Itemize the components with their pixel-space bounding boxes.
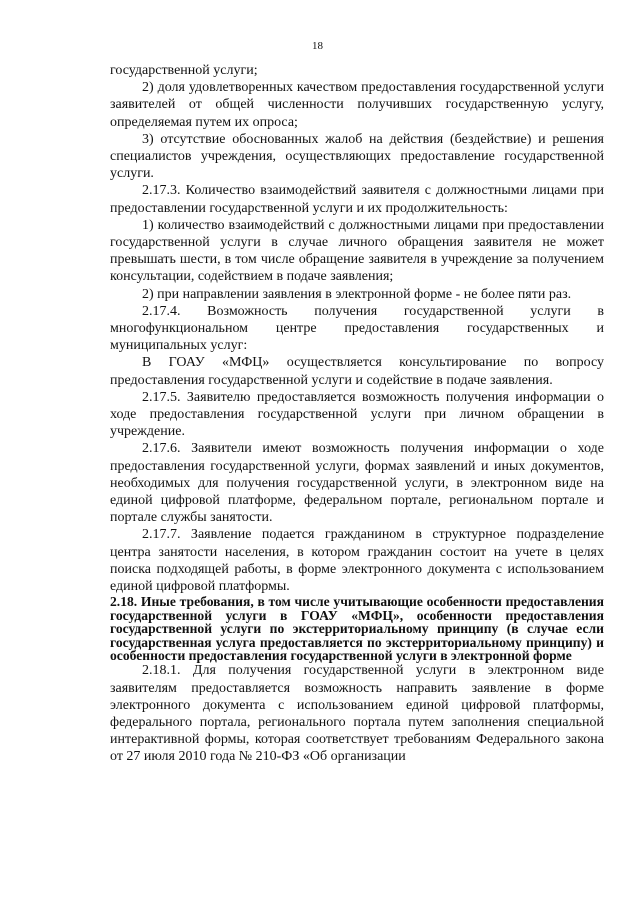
paragraph: 2) доля удовлетворенных качеством предоставления государственной услуги заявителей от общей численности получивших государственную услугу, определяемая путем их опроса; (110, 80, 604, 130)
paragraph: 2.17.4. Возможность получения государственной услуги в многофункциональном центре предоставления государственных и муниципальных услуг: (110, 303, 604, 354)
paragraph: государственной услуги; (110, 63, 258, 78)
paragraph: 2.17.3. Количество взаимодействий заявителя с должностными лицами при предоставлении государственной услуги и их продолжительность: (110, 183, 604, 216)
paragraph: 3) отсутствие обоснованных жалоб на действия (бездействие) и решения специалистов учреждения, осуществляющих предоставление государственной услуги. (110, 131, 604, 182)
paragraph: В ГОАУ «МФЦ» осуществляется консультирование по вопросу предоставления государственной услуги и содействие в подаче заявления. (110, 355, 604, 388)
page-number: 18 (312, 40, 323, 52)
paragraphs-before-heading (110, 62, 604, 595)
paragraph: 2.18.1. Для получения государственной услуги в электронном виде заявителям предоставляется возможность направить заявление в форме электронного документа с использованием единой цифровой платформы, федерального портала, регионального портала путем заполнения специальной интерактивной формы, которая соответствует требованиям Федерального закона от 27 июля 2010 года № 210-ФЗ «Об организации (110, 663, 604, 765)
paragraph: 1) количество взаимодействий с должностными лицами при предоставлении государственной услуги в случае личного обращения заявителя не может превышать шести, в том числе обращение заявителя в учреждение за получением консультации, содействием в подаче заявления; (110, 217, 604, 285)
document-body (110, 62, 604, 766)
section-heading: 2.18. Иные требования, в том числе учитывающие особенности предоставления государственной услуги в ГОАУ «МФЦ», особенности предоставления государственной услуги по экстерриториальному принципу (в случае если государственная услуга предоставляется по экстерриториальному принципу) и особенности предоставления государственной услуги в электронной форме (110, 594, 604, 663)
paragraph: 2) при направлении заявления в электронной форме - не более пяти раз. (142, 286, 572, 302)
paragraph: 2.17.6. Заявители имеют возможность получения информации о ходе предоставления государственной услуги, формах заявлений и иных документов, необходимых для получения государственной услуги, в электронном виде на единой цифровой платформе, федеральном портале, региональном портале и портале службы занятости. (110, 441, 604, 526)
paragraph: 2.17.7. Заявление подается гражданином в структурное подразделение центра занятости населения, в котором гражданин состоит на учете в целях поиска подходящей работы, в форме электронного документа с использованием единой цифровой платформы. (110, 527, 604, 595)
paragraph: 2.17.5. Заявителю предоставляется возможность получения информации о ходе предоставления государственной услуги при личном обращении в учреждение. (110, 389, 604, 440)
paragraphs-after-heading (110, 662, 604, 765)
